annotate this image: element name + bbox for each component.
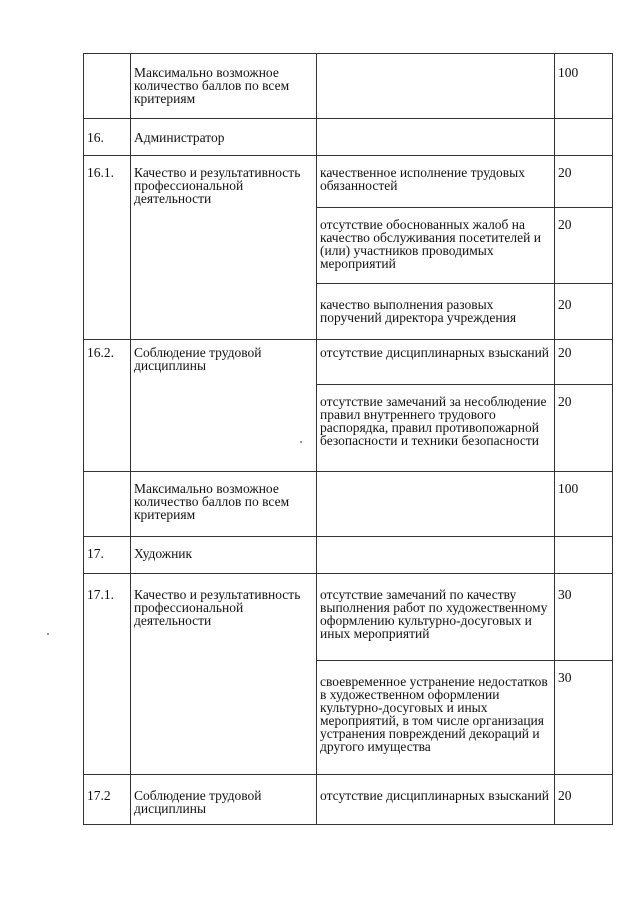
points-cell [555, 119, 613, 156]
indicator-text: отсутствие дисциплинарных взысканий [317, 775, 555, 825]
criterion-name: Соблюдение трудовой дисциплины [131, 340, 317, 472]
criterion-name: Максимально возможное количество баллов по всем критериям [131, 54, 317, 119]
table-row [84, 340, 613, 385]
points-value: 20 [555, 775, 613, 825]
table-row [84, 775, 613, 825]
indicator-text: своевременное устранение недостатков в художественном оформлении культурно-досуговых и иных мероприятий, в том числе организация устранения повреждений декораций и другого имущества [317, 661, 555, 775]
points-value: 100 [555, 54, 613, 119]
criterion-name: Качество и результативность профессиональной деятельности [131, 156, 317, 340]
criterion-name: Максимально возможное количество баллов по всем критериям [131, 472, 317, 537]
points-cell [555, 537, 613, 574]
criteria-table [83, 53, 613, 825]
points-value: 30 [555, 574, 613, 661]
table-row [84, 472, 613, 537]
criterion-name: Соблюдение трудовой дисциплины [131, 775, 317, 825]
points-value: 20 [555, 208, 613, 284]
table-row [84, 54, 613, 119]
table-row [84, 537, 613, 574]
row-number: 17.2 [84, 775, 131, 825]
table-row [84, 574, 613, 661]
row-number: 17.1. [84, 574, 131, 775]
criterion-name: Качество и результативность профессиональной деятельности [131, 574, 317, 775]
points-value: 20 [555, 284, 613, 340]
row-number: 16.1. [84, 156, 131, 340]
indicator-cell [317, 54, 555, 119]
row-number: 16. [84, 119, 131, 156]
position-title: Администратор [131, 119, 317, 156]
table-row [84, 119, 613, 156]
table-row [84, 156, 613, 208]
row-number-cell [84, 54, 131, 119]
indicator-text: качество выполнения разовых поручений директора учреждения [317, 284, 555, 340]
points-value: 100 [555, 472, 613, 537]
position-title: Художник [131, 537, 317, 574]
indicator-text: отсутствие замечаний по качеству выполнения работ по художественному оформлению культурно-досуговых и иных мероприятий [317, 574, 555, 661]
points-value: 20 [555, 385, 613, 472]
scan-speck [47, 633, 49, 635]
indicator-text: отсутствие замечаний за несоблюдение правил внутреннего трудового распорядка, правил противопожарной безопасности и техники безопасности [317, 385, 555, 472]
indicator-text: качественное исполнение трудовых обязанностей [317, 156, 555, 208]
row-number: 17. [84, 537, 131, 574]
indicator-cell [317, 472, 555, 537]
indicator-text: отсутствие обоснованных жалоб на качество обслуживания посетителей и (или) участников проводимых мероприятий [317, 208, 555, 284]
scan-speck [300, 441, 302, 443]
indicator-text: отсутствие дисциплинарных взысканий [317, 340, 555, 385]
points-value: 20 [555, 156, 613, 208]
points-value: 30 [555, 661, 613, 775]
row-number: 16.2. [84, 340, 131, 472]
indicator-cell [317, 537, 555, 574]
row-number-cell [84, 472, 131, 537]
points-value: 20 [555, 340, 613, 385]
indicator-cell [317, 119, 555, 156]
